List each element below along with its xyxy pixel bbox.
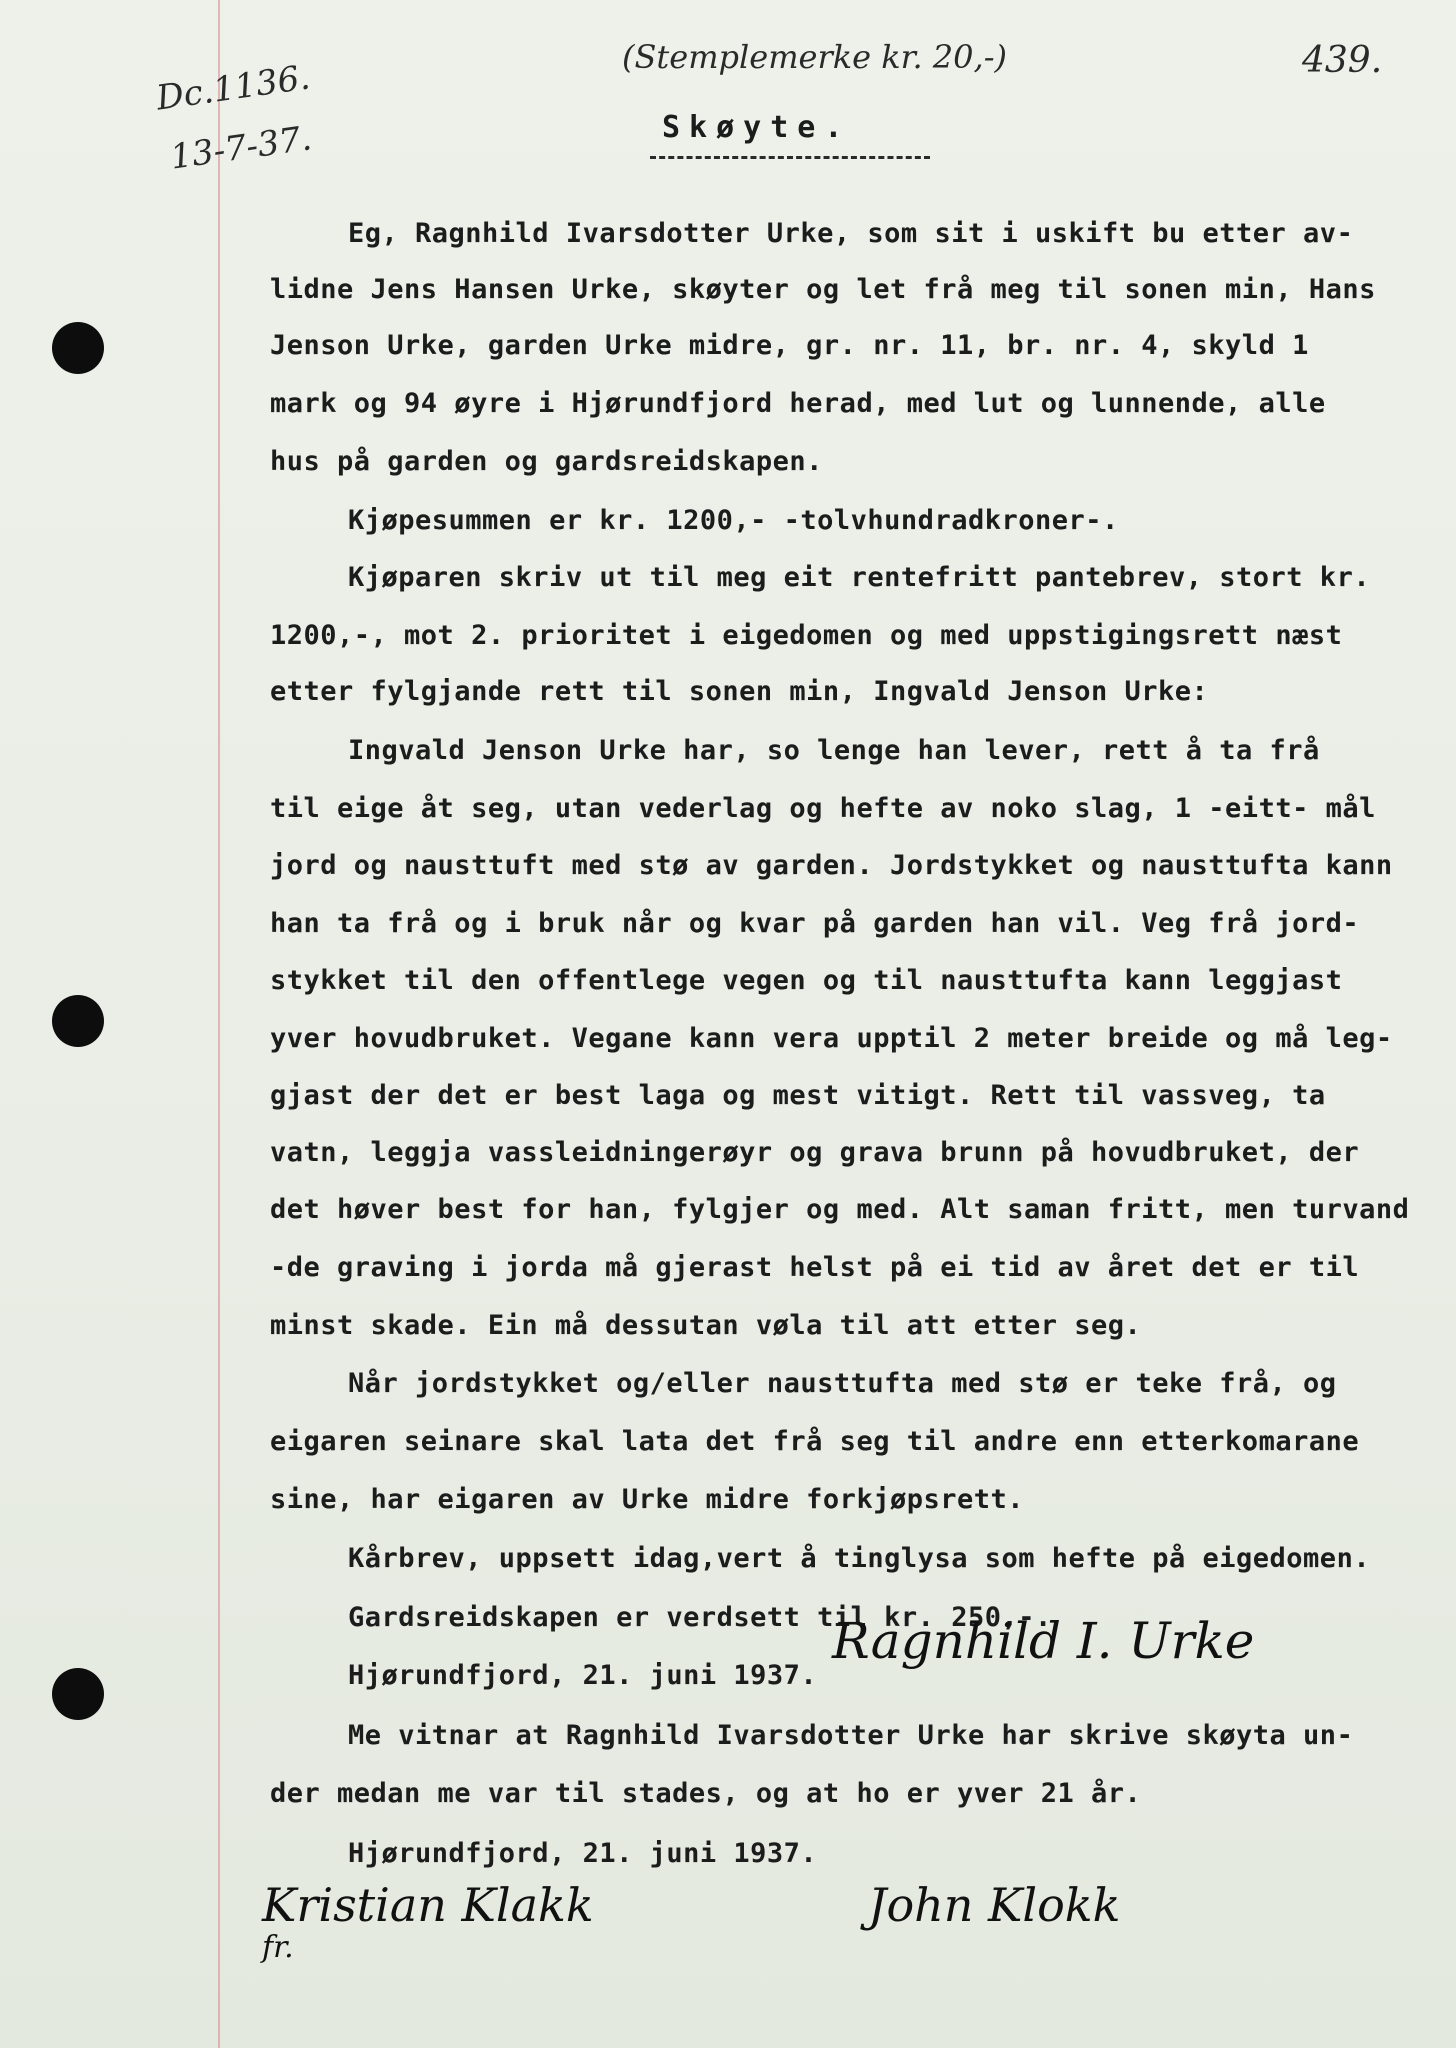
body-line: lidne Jens Hansen Urke, skøyter og let frå meg til sonen min, Hans	[270, 274, 1376, 305]
body-line: 1200,-, mot 2. prioritet i eigedomen og med uppstigingsrett næst	[270, 620, 1343, 651]
body-line: Ingvald Jenson Urke har, so lenge han lever, rett å ta frå	[348, 735, 1320, 766]
body-line: Me vitnar at Ragnhild Ivarsdotter Urke har skrive skøyta un-	[348, 1720, 1354, 1751]
margin-reference: Dc.1136.	[153, 57, 313, 119]
body-line: Hjørundfjord, 21. juni 1937.	[348, 1660, 818, 1691]
margin-date: 13-7-37.	[167, 118, 315, 178]
body-line: det høver best for han, fylgjer og med. Alt saman fritt, men turvand	[270, 1194, 1410, 1225]
body-line: Eg, Ragnhild Ivarsdotter Urke, som sit i uskift bu etter av-	[348, 218, 1354, 249]
stamp-note: (Stemplemerke kr. 20,-)	[622, 38, 1007, 76]
title-underline	[650, 156, 930, 159]
body-line: etter fylgjande rett til sonen min, Ingvald Jenson Urke:	[270, 676, 1209, 707]
body-line: gjast der det er best laga og mest vitigt. Rett til vassveg, ta	[270, 1080, 1326, 1111]
body-line: Kårbrev, uppsett idag,vert å tinglysa som hefte på eigedomen.	[348, 1543, 1371, 1574]
body-line: -de graving i jorda må gjerast helst på ei tid av året det er til	[270, 1252, 1360, 1283]
punch-hole	[52, 1668, 104, 1720]
body-line: stykket til den offentlege vegen og til nausttufta kann leggjast	[270, 965, 1343, 996]
body-line: Hjørundfjord, 21. juni 1937.	[348, 1838, 818, 1869]
body-line: eigaren seinare skal lata det frå seg til andre enn etterkomarane	[270, 1426, 1360, 1457]
body-line: der medan me var til stades, og at ho er yver 21 år.	[270, 1778, 1142, 1809]
body-line: han ta frå og i bruk når og kvar på garden han vil. Veg frå jord-	[270, 908, 1360, 939]
witness-signature-1: Kristian Klakk	[262, 1878, 594, 1932]
witness-signature-2: John Klokk	[868, 1878, 1121, 1932]
punch-hole	[52, 322, 104, 374]
document-title: Skøyte.	[662, 110, 852, 145]
body-line: jord og nausttuft med stø av garden. Jordstykket og nausttufta kann	[270, 850, 1393, 881]
body-line: Kjøparen skriv ut til meg eit rentefritt pantebrev, stort kr.	[348, 562, 1371, 593]
body-line: mark og 94 øyre i Hjørundfjord herad, med lut og lunnende, alle	[270, 388, 1326, 419]
body-line: til eige åt seg, utan vederlag og hefte av noko slag, 1 -eitt- mål	[270, 793, 1376, 824]
body-line: sine, har eigaren av Urke midre forkjøpsrett.	[270, 1484, 1024, 1515]
body-line: Jenson Urke, garden Urke midre, gr. nr. 11, br. nr. 4, skyld 1	[270, 330, 1309, 361]
body-line: Gardsreidskapen er verdsett til kr. 250,-.	[348, 1602, 1052, 1633]
witness-suffix: fr.	[262, 1930, 294, 1965]
body-line: Kjøpesummen er kr. 1200,- -tolvhundradkroner-.	[348, 505, 1119, 536]
punch-hole	[52, 995, 104, 1047]
body-line: minst skade. Ein må dessutan vøla til att etter seg.	[270, 1310, 1142, 1341]
page-number: 439.	[1302, 40, 1383, 81]
seller-signature: Ragnhild I. Urke	[832, 1612, 1255, 1670]
body-line: Når jordstykket og/eller nausttufta med stø er teke frå, og	[348, 1368, 1337, 1399]
margin-rule	[218, 0, 220, 2048]
body-line: vatn, leggja vassleidningerøyr og grava brunn på hovudbruket, der	[270, 1137, 1360, 1168]
body-line: yver hovudbruket. Vegane kann vera upptil 2 meter breide og må leg-	[270, 1023, 1393, 1054]
body-line: hus på garden og gardsreidskapen.	[270, 446, 823, 477]
